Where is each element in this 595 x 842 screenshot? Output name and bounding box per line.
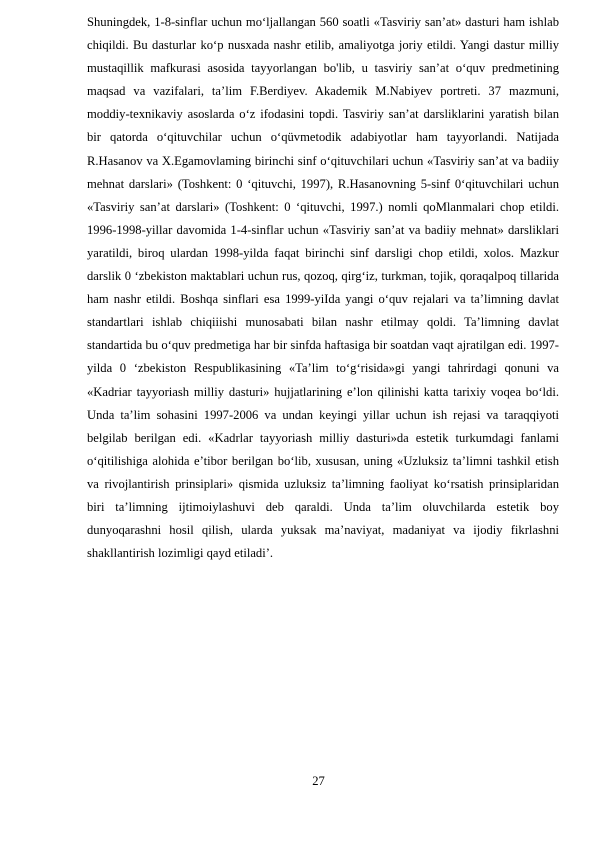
page-number: 27 (312, 774, 325, 788)
body-paragraph: Shuningdek, 1-8-sinflar uchun mo‘ljallangan 560 soatli «Tasviriy san’at» dasturi ham ishlab chiqildi. Bu dasturlar ko‘p nusxada nashr etilib, amaliyotga joriy etildi. Yangi dastur milliy mustaqillik mafkurasi asosida tayyorlangan bo'lib, u tasviriy san’at o‘quv predmetining maqsad va vazifalari, ta’lim F.Berdiyev. Akademik M.Nabiyev portreti. 37 mazmuni, moddiy-texnikaviy asoslarda o‘z ifodasini topdi. Tasviriy san’at darsliklarini yaratish bilan bir qatorda o‘qituvchilar uchun o‘qüvmetodik adabiyotlar ham tayyorlandi. Natijada R.Hasanov va X.Egamovlaming birinchi sinf o‘qituvchilari uchun «Tasviriy san’at va badiiy mehnat darslari» (Toshkent: 0 ‘qituvchi, 1997), R.Hasanovning 5-sinf 0‘qituvchilari uchun «Tasviriy san’at darslari» (Toshkent: 0 ‘qituvchi, 1997.) nomli qoMlanmalari chop etildi. 1996-1998-yillar davomida 1-4-sinflar uchun «Tasviriy san’at va badiiy mehnat» darsliklari yaratildi, biroq ulardan 1998-yilda faqat birinchi sinf darsligi chop etildi, xolos. Mazkur darslik 0 ‘zbekiston maktablari uchun rus, qozoq, qirg‘iz, turkman, tojik, qoraqalpoq tillarida ham nashr etildi. Boshqa sinflari esa 1999-yiIda yangi o‘quv rejalari va ta’limning davlat standartlari ishlab chiqiiishi munosabati bilan nashr etilmay qoldi. Ta’limning davlat standartida bu o‘quv predmetiga har bir sinfda haftasiga bir soatdan vaqt ajratilgan edi. 1997-yilda 0 ‘zbekiston Respublikasining «Ta’lim to‘g‘risida»gi yangi tahrirdagi qonuni va «Kadriar tayyoriash milliy dasturi» hujjatlarining e’lon qilinishi katta tarixiy voqea bo‘ldi. Unda ta’lim sohasini 1997-2006 va undan keyingi yillar uchun ish rejasi va taraqqiyoti belgilab berilgan edi. «Kadrlar tayyoriash milliy dasturi»da estetik turkumdagi fanlami o‘qitilishiga alohida e’tibor berilgan bo‘lib, xususan, uning «Uzluksiz ta’limni tashkil etish va rivojlantirish prinsiplari» qismida uzluksiz ta’limning faoliyat ko‘rsatish prinsiplaridan biri ta’limning ijtimoiylashuvi deb qaraldi. Unda ta’lim oluvchilarda estetik boy dunyoqarashni hosil qilish, ularda yuksak ma’naviyat, madaniyat va ijodiy fikrlashni shakllantirish lozimligi qayd etiladi’. (87, 15, 559, 561)
